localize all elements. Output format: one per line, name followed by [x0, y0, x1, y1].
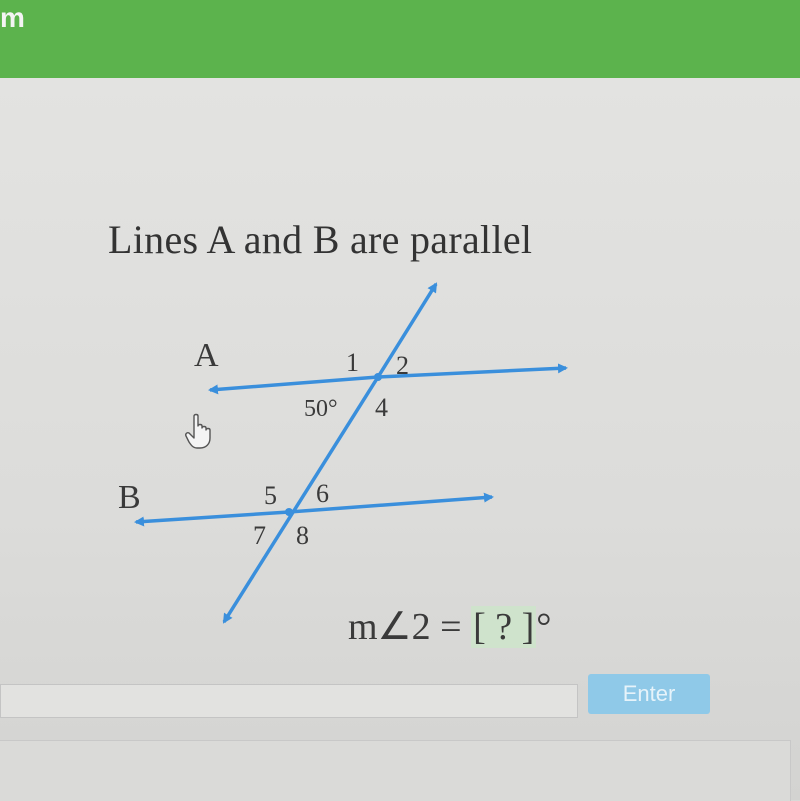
answer-placeholder[interactable]: [ ? ]: [473, 606, 535, 648]
angle-label-4: 4: [375, 393, 388, 422]
angle-label-7: 7: [253, 521, 266, 550]
line-b: [136, 512, 289, 522]
angle-label-5: 5: [264, 481, 277, 510]
intersection-point-a: [374, 373, 382, 381]
prompt-prefix: m∠2 =: [348, 606, 472, 648]
line-a: [210, 377, 378, 390]
enter-button[interactable]: Enter: [588, 674, 710, 714]
line-a-label: A: [194, 337, 219, 374]
angle-label-8: 8: [296, 521, 309, 550]
lower-panel: [0, 740, 791, 801]
line-b-label: B: [118, 479, 141, 516]
question-title: Lines A and B are parallel: [108, 217, 533, 262]
angle-label-1: 1: [346, 348, 359, 377]
angle-label-given: 50°: [304, 396, 338, 422]
angle-label-6: 6: [316, 479, 329, 508]
brand-text: m: [0, 2, 25, 33]
angle-prompt: [348, 604, 551, 649]
answer-input[interactable]: [0, 684, 578, 718]
transversal-line: [224, 377, 378, 622]
angle-label-2: 2: [396, 351, 409, 380]
intersection-point-b: [285, 508, 293, 516]
degree-symbol: °: [536, 606, 552, 648]
hand-pointer-icon: [186, 415, 210, 449]
